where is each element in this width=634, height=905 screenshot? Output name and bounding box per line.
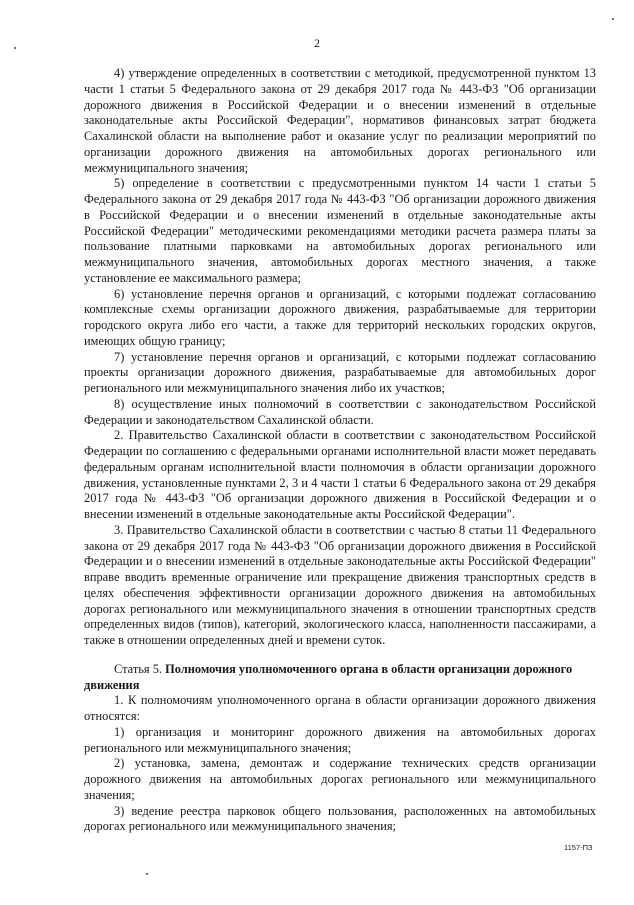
paragraph-part-2: 2. Правительство Сахалинской области в соответствии с законодательством Российской Федерации по соглашению с федеральными органами исполнительной власти может передавать федеральным органам исполнительной власти полномочия в области организации дорожного движения, установленные пунктами 2, 3 и 4 части 1 статьи 6 Федерального закона от 29 декабря 2017 года № 443-ФЗ "Об организации дорожного движения в Российской Федерации и о внесении изменений в отдельные законодательные акты Российской Федерации". <box>84 428 596 521</box>
page-number: 2 <box>314 36 320 50</box>
article-paragraph-1: 1) организация и мониторинг дорожного движения на автомобильных дорогах регионального или межмуниципального значения; <box>84 724 596 755</box>
article-title: Полномочия уполномоченного органа в области организации дорожного движения <box>84 661 573 692</box>
paragraph-part-3: 3. Правительство Сахалинской области в соответствии с частью 8 статьи 11 Федерального закона от 29 декабря 2017 года № 443-ФЗ "Об организации дорожного движения в Российской Федерации и о внесении изменений в отдельные законодательные акты Российской Федерации" вправе вводить временные ограничение или прекращение движения транспортных средств в целях обеспечения эффективности организации дорожного движения на автомобильных дорогах регионального или межмуниципального значения в отношении транспортных средств определенных видов (типов), категорий, экологического класса, наполненности пассажирами, а также в отношении определенных дней и времени суток. <box>84 522 596 647</box>
footer-code: 1157-ПЗ <box>564 843 593 852</box>
article-paragraph-2: 2) установка, замена, демонтаж и содержание технических средств организации дорожного движения на автомобильных дорогах регионального или межмуниципального значения; <box>84 756 596 802</box>
scan-speck <box>14 47 16 49</box>
scan-speck <box>612 18 614 20</box>
paragraph-item-6: 6) установление перечня органов и организаций, с которыми подлежат согласованию комплексные схемы организации дорожного движения, разрабатываемые для территории городского округа либо его части, а также для территорий нескольких городских округов, имеющих общую границу; <box>84 286 596 348</box>
paragraph-item-4: 4) утверждение определенных в соответствии с методикой, предусмотренной пунктом 13 части 1 статьи 5 Федерального закона от 29 декабря 2017 года № 443-ФЗ "Об организации дорожного движения в Российской Федерации и о внесении изменений в отдельные законодательные акты Российской Федерации", нормативов финансовых затрат бюджета Сахалинской области на выполнение работ и оказание услуг по реализации мероприятий по организации дорожного движения на автомобильных дорогах регионального или межмуниципального значения; <box>84 66 596 175</box>
article-paragraph-intro: 1. К полномочиям уполномоченного органа в области организации дорожного движения относятся: <box>84 693 596 723</box>
paragraph-item-8: 8) осуществление иных полномочий в соответствии с законодательством Российской Федерации и законодательством Сахалинской области. <box>84 396 596 427</box>
document-body <box>84 66 596 835</box>
paragraph-item-7: 7) установление перечня органов и организаций, с которыми подлежат согласованию проекты организации дорожного движения, разрабатываемые для автомобильных дорог регионального или межмуниципального значения либо их участков; <box>84 349 596 395</box>
article-heading <box>84 662 596 694</box>
scan-speck <box>146 873 148 875</box>
article-prefix: Статья 5. <box>114 661 166 676</box>
article-paragraph-3: 3) ведение реестра парковок общего пользования, расположенных на автомобильных дорогах регионального или межмуниципального значения; <box>84 803 596 834</box>
paragraph-item-5: 5) определение в соответствии с предусмотренными пунктом 14 части 1 статьи 5 Федерального закона от 29 декабря 2017 года № 443-ФЗ "Об организации дорожного движения в Российской Федерации и о внесении изменений в отдельные законодательные акты Российской Федерации" методическими рекомендациями методики расчета размера платы за пользование платными парковками на автомобильных дорогах регионального или межмуниципального значения, автомобильных дорогах местного значения, а также установление ее максимального размера; <box>84 176 596 285</box>
